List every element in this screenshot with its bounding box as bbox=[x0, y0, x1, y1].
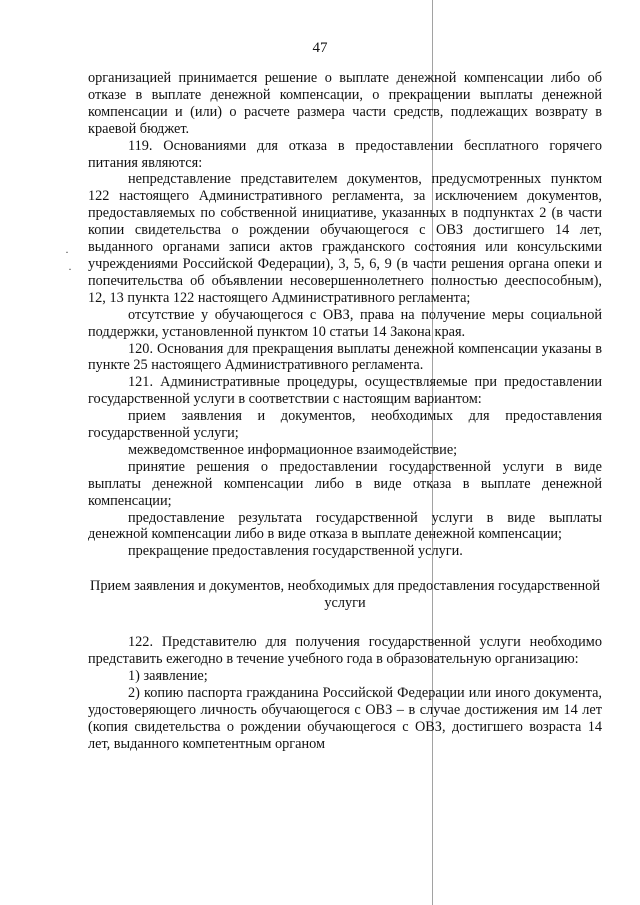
margin-mark: · bbox=[65, 245, 69, 259]
paragraph: 2) копию паспорта гражданина Российской Федерации или иного документа, удостоверяющего личность обучающегося с ОВЗ – в случае достижения им 14 лет (копия свидетельства о рождении обучающегося с ОВЗ, достигшего возраста 14 лет, выданного компетентным органом bbox=[88, 684, 602, 752]
paragraph: принятие решения о предоставлении государственной услуги в виде выплаты денежной компенсации либо в виде отказа в выплате денежной компенсации; bbox=[88, 458, 602, 509]
paragraph: 121. Административные процедуры, осуществляемые при предоставлении государственной услуги в соответствии с настоящим вариантом: bbox=[88, 374, 602, 408]
paragraph: отсутствие у обучающегося с ОВЗ, права на получение меры социальной поддержки, установленной пунктом 10 статьи 14 Закона края. bbox=[88, 306, 602, 340]
paragraph: 120. Основания для прекращения выплаты денежной компенсации указаны в пункте 25 настоящего Административного регламента. bbox=[88, 340, 602, 374]
paragraph: прекращение предоставления государственной услуги. bbox=[128, 543, 463, 560]
paragraph: предоставление результата государственной услуги в виде выплаты денежной компенсации либо в виде отказа в выплате денежной компенсации; bbox=[88, 509, 602, 543]
page-number: 47 bbox=[312, 40, 328, 56]
paragraph: 119. Основаниями для отказа в предоставлении бесплатного горячего питания являются: bbox=[88, 137, 602, 171]
body-text bbox=[88, 70, 602, 752]
paragraph: прием заявления и документов, необходимых для предоставления государственной услуги; bbox=[88, 408, 602, 442]
margin-mark: · bbox=[68, 262, 72, 276]
paragraph: организацией принимается решение о выплате денежной компенсации либо об отказе в выплате денежной компенсации, о прекращении выплаты денежной компенсации и (или) о расчете размера части средств, подлежащих возврату в краевой бюджет. bbox=[88, 70, 602, 137]
paragraph: 122. Представителю для получения государственной услуги необходимо представить ежегодно в течение учебного года в образовательную организацию: bbox=[88, 634, 602, 667]
paragraph: непредставление представителем документов, предусмотренных пунктом 122 настоящего Административного регламента, за исключением документов, предоставляемых по собственной инициативе, указанных в подпунктах 2 (в части копии свидетельства о рождении обучающегося с ОВЗ достигшего 14 лет, выданного органами записи актов гражданского состояния или консульскими учреждениями Российской Федерации), 3, 5, 6, 9 (в части решения органа опеки и попечительства об объявлении несовершеннолетнего полностью дееспособным), 12, 13 пункта 122 настоящего Административного регламента; bbox=[88, 171, 602, 306]
paragraph: 1) заявление; bbox=[128, 667, 208, 684]
section-heading: Прием заявления и документов, необходимых для предоставления государственной услуги bbox=[90, 578, 600, 612]
paragraph: межведомственное информационное взаимодействие; bbox=[128, 441, 458, 458]
